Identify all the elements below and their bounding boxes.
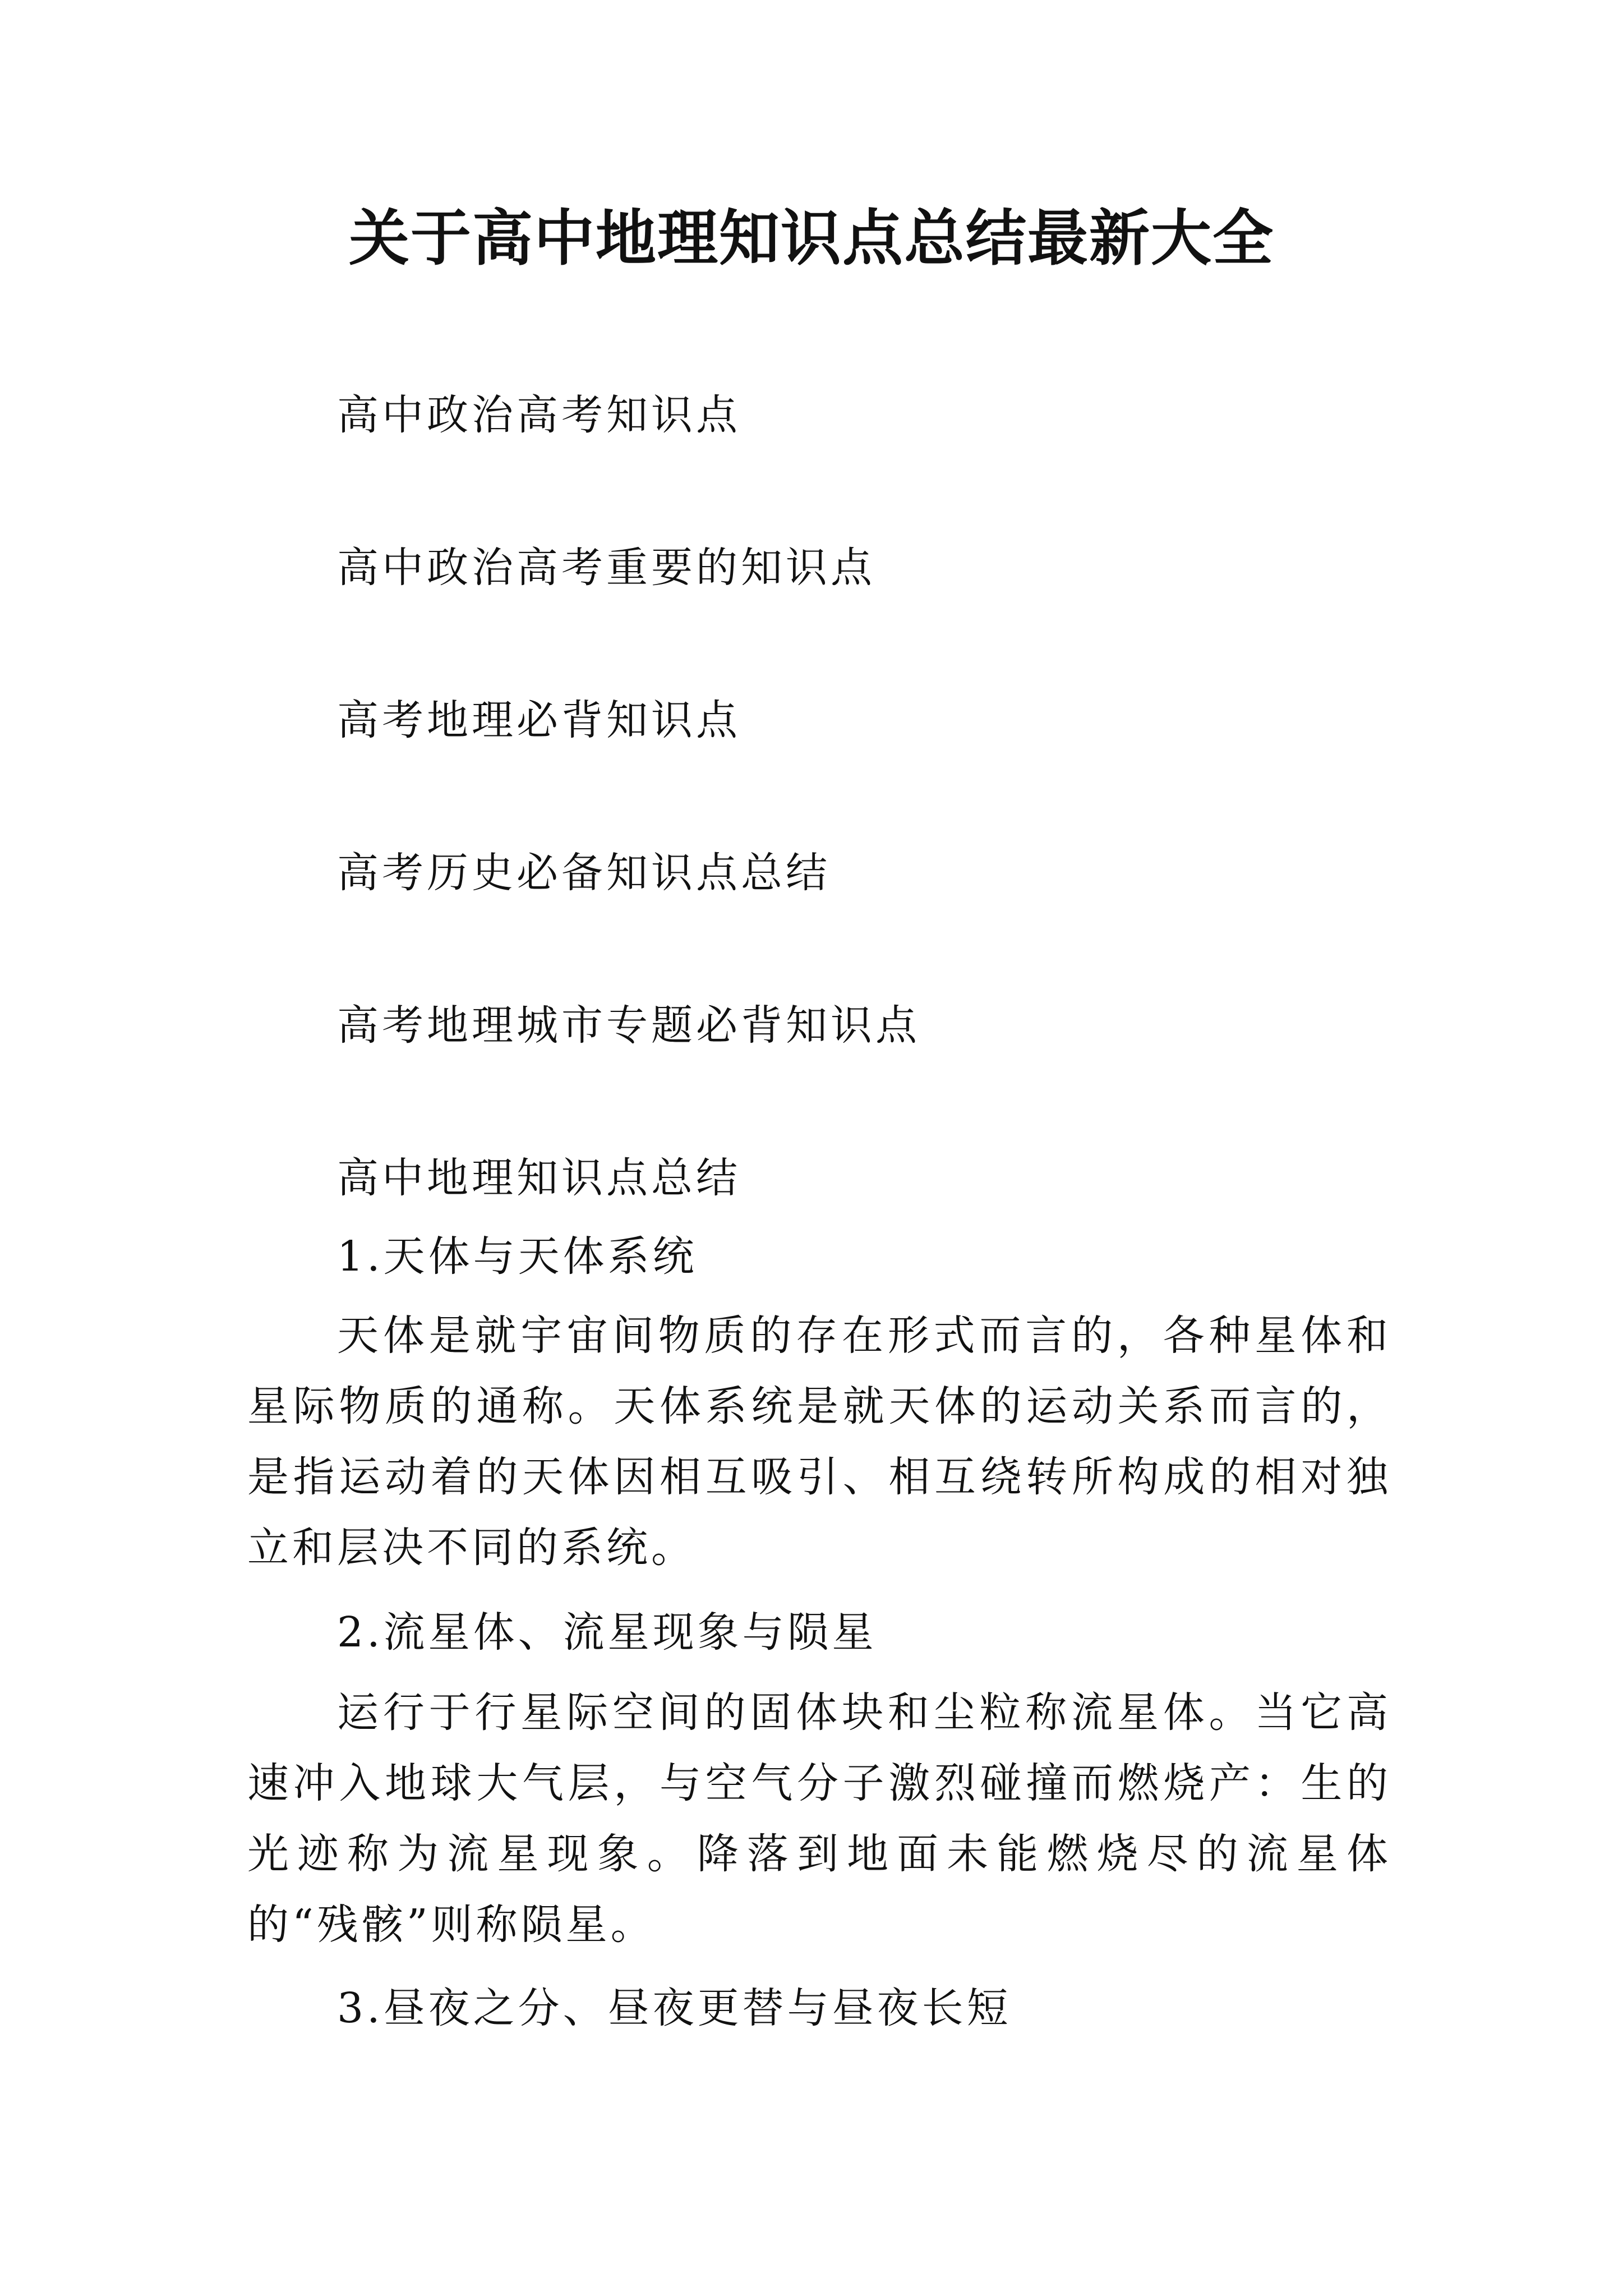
- related-link-2[interactable]: 高中政治高考重要的知识点: [337, 544, 875, 592]
- item-heading-3: 3.昼夜之分、昼夜更替与昼夜长短: [337, 1984, 1012, 2032]
- related-link-5[interactable]: 高考地理城市专题必背知识点: [337, 1001, 920, 1050]
- document-title: 关于高中地理知识点总结最新大全: [348, 203, 1274, 274]
- item-heading-2: 2.流星体、流星现象与陨星: [337, 1608, 877, 1657]
- item-paragraph-1: 天体是就宇宙间物质的存在形式而言的，各种星体和星际物质的通称。天体系统是就天体的运动关系而言的，是指运动着的天体因相互吸引、相互绕转所构成的相对独立和层决不同的系统。: [247, 1312, 1391, 1572]
- related-link-3[interactable]: 高考地理必背知识点: [337, 696, 741, 744]
- item-paragraph-2: 运行于行星际空间的固体块和尘粒称流星体。当它高速冲入地球大气层，与空气分子激烈碰撞而燃烧产：生的光迹称为流星现象。降落到地面未能燃烧尽的流星体的“残骸”则称陨星。: [247, 1688, 1391, 1949]
- item-heading-1: 1.天体与天体系统: [337, 1232, 698, 1281]
- related-link-4[interactable]: 高考历史必备知识点总结: [337, 849, 831, 897]
- section-title: 高中地理知识点总结: [337, 1154, 741, 1202]
- related-link-1[interactable]: 高中政治高考知识点: [337, 391, 741, 439]
